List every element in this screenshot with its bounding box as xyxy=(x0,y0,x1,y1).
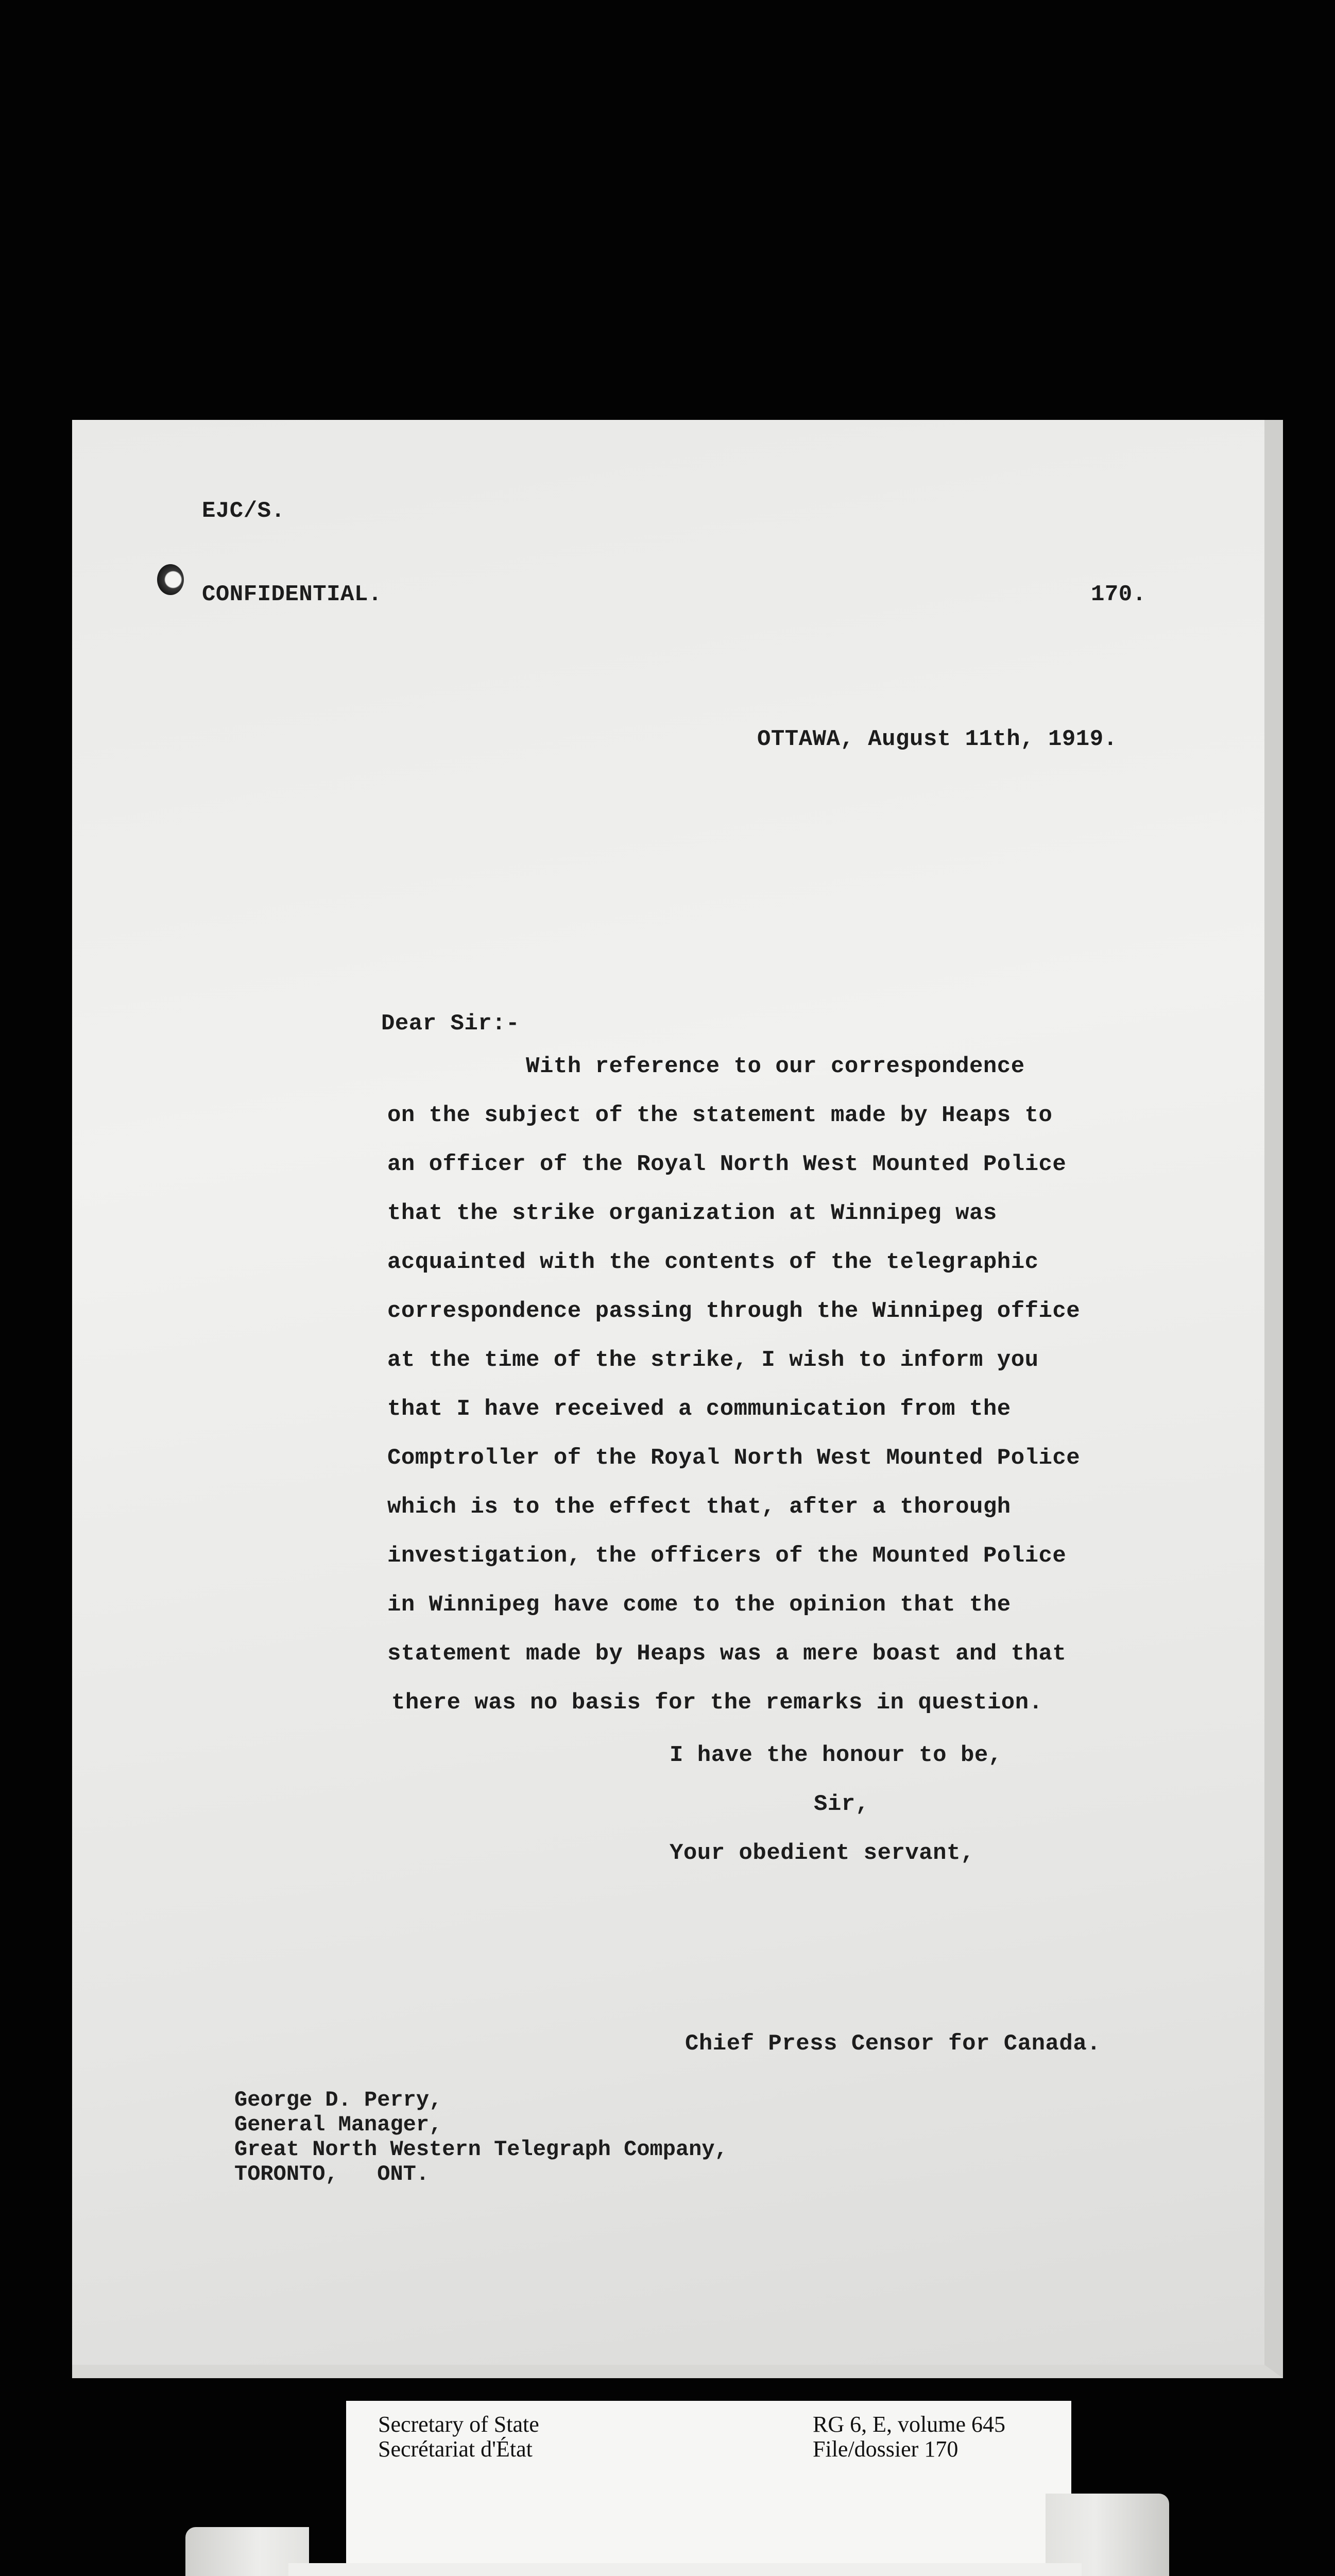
volume-reference: RG 6, E, volume 645 xyxy=(813,2412,1005,2437)
body-line: investigation, the officers of the Mounted Police xyxy=(387,1543,1067,1569)
place-date: OTTAWA, August 11th, 1919. xyxy=(757,726,1118,752)
address-line: TORONTO, ONT. xyxy=(234,2162,430,2187)
body-line: Comptroller of the Royal North West Mounted Police xyxy=(387,1445,1081,1471)
salutation: Dear Sir:- xyxy=(381,1011,520,1037)
punch-hole-icon xyxy=(157,564,184,595)
archive-banner xyxy=(288,2563,1082,2576)
body-line: there was no basis for the remarks in question. xyxy=(391,1690,1043,1716)
file-reference: File/dossier 170 xyxy=(813,2436,959,2462)
classification: CONFIDENTIAL. xyxy=(202,582,382,607)
body-line: in Winnipeg have come to the opinion that the xyxy=(387,1592,1011,1618)
reference-initials: EJC/S. xyxy=(202,498,285,524)
body-line: statement made by Heaps was a mere boast and that xyxy=(387,1641,1067,1667)
body-line: correspondence passing through the Winnipeg office xyxy=(387,1298,1081,1324)
department-fr: Secrétariat d'État xyxy=(378,2436,533,2462)
body-line: that I have received a communication from the xyxy=(387,1396,1011,1422)
body-line: at the time of the strike, I wish to inform you xyxy=(387,1347,1039,1373)
closing-line: I have the honour to be, xyxy=(670,1742,1002,1768)
closing-line: Sir, xyxy=(814,1791,869,1817)
body-line: With reference to our correspondence xyxy=(387,1054,1025,1079)
body-line: on the subject of the statement made by Heaps to xyxy=(387,1103,1053,1128)
archive-label-card xyxy=(346,2401,1071,2576)
signature-title: Chief Press Censor for Canada. xyxy=(685,2031,1101,2057)
closing-line: Your obedient servant, xyxy=(670,1840,974,1866)
body-line: an officer of the Royal North West Mounted Police xyxy=(387,1151,1067,1177)
address-line: General Manager, xyxy=(234,2112,442,2137)
address-line: George D. Perry, xyxy=(234,2088,442,2112)
body-line: that the strike organization at Winnipeg was xyxy=(387,1200,997,1226)
department-en: Secretary of State xyxy=(378,2412,539,2437)
address-line: Great North Western Telegraph Company, xyxy=(234,2137,728,2162)
body-line: which is to the effect that, after a thorough xyxy=(387,1494,1011,1520)
page-number: 170. xyxy=(1091,582,1146,607)
body-line: acquainted with the contents of the telegraphic xyxy=(387,1249,1039,1275)
